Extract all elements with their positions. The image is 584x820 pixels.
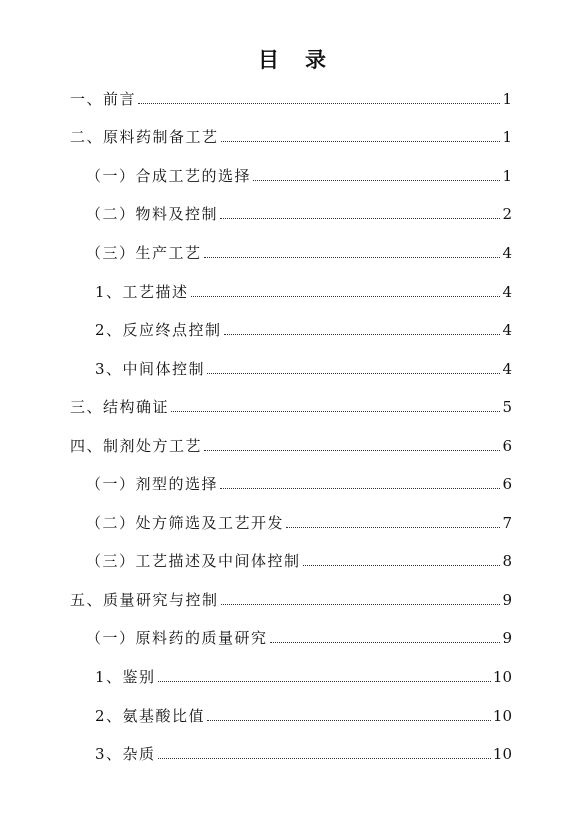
dot-leader bbox=[158, 758, 491, 759]
toc-entry-label: 四、制剂处方工艺 bbox=[70, 437, 203, 455]
dot-leader bbox=[191, 296, 501, 297]
toc-entry[interactable] bbox=[70, 121, 512, 147]
toc-entry-label: （二）处方筛选及工艺开发 bbox=[86, 514, 285, 532]
toc-entry-page: 1 bbox=[502, 128, 512, 146]
dot-leader bbox=[138, 103, 500, 104]
toc-entry-page: 10 bbox=[492, 745, 512, 763]
toc-entry-label: 2、氨基酸比值 bbox=[95, 707, 206, 725]
dot-leader bbox=[303, 565, 501, 566]
toc-title-char-1: 目 bbox=[258, 47, 279, 72]
dot-leader bbox=[207, 373, 500, 374]
toc-entry-page: 1 bbox=[502, 90, 512, 108]
dot-leader bbox=[171, 411, 500, 412]
toc-entry-page: 2 bbox=[502, 205, 512, 223]
toc-entry[interactable] bbox=[86, 545, 512, 571]
dot-leader bbox=[220, 218, 500, 219]
toc-entry-page: 4 bbox=[502, 283, 512, 301]
dot-leader bbox=[221, 141, 501, 142]
toc-entry-page: 6 bbox=[502, 437, 512, 455]
toc-entry-label: 3、中间体控制 bbox=[95, 360, 206, 378]
toc-entry[interactable] bbox=[70, 83, 512, 109]
toc-title bbox=[0, 44, 584, 74]
toc-entry-page: 4 bbox=[502, 360, 512, 378]
toc-entry-label: 一、前言 bbox=[70, 90, 137, 108]
toc-entry-page: 9 bbox=[502, 629, 512, 647]
toc-entry-page: 10 bbox=[492, 668, 512, 686]
toc-entry-label: （一）原料药的质量研究 bbox=[86, 629, 268, 647]
toc-entry-label: （三）生产工艺 bbox=[86, 244, 202, 262]
toc-entry[interactable] bbox=[86, 622, 512, 648]
toc-entry[interactable] bbox=[86, 160, 512, 186]
toc-entry[interactable] bbox=[95, 353, 512, 379]
dot-leader bbox=[204, 450, 500, 451]
toc-entry[interactable] bbox=[70, 584, 512, 610]
toc-entry-label: （一）剂型的选择 bbox=[86, 475, 219, 493]
toc-entry-page: 1 bbox=[502, 167, 512, 185]
toc-entry-label: 三、结构确证 bbox=[70, 398, 170, 416]
toc-entry-label: （一）合成工艺的选择 bbox=[86, 167, 252, 185]
toc-entry-label: 1、鉴别 bbox=[95, 668, 156, 686]
toc-entry[interactable] bbox=[86, 507, 512, 533]
toc-entry[interactable] bbox=[70, 430, 512, 456]
toc-entry[interactable] bbox=[95, 738, 512, 764]
dot-leader bbox=[220, 488, 500, 489]
toc-entry[interactable] bbox=[95, 314, 512, 340]
toc-entry-page: 5 bbox=[502, 398, 512, 416]
toc-entry-page: 4 bbox=[502, 244, 512, 262]
dot-leader bbox=[207, 720, 491, 721]
toc-entry-page: 4 bbox=[502, 321, 512, 339]
toc-entry-label: （二）物料及控制 bbox=[86, 205, 219, 223]
dot-leader bbox=[158, 681, 491, 682]
toc-entry[interactable] bbox=[86, 198, 512, 224]
dot-leader bbox=[270, 642, 501, 643]
toc-entry-page: 7 bbox=[502, 514, 512, 532]
toc-entry[interactable] bbox=[95, 276, 512, 302]
toc-entry-page: 6 bbox=[502, 475, 512, 493]
toc-title-char-2: 录 bbox=[305, 47, 326, 72]
toc-entry[interactable] bbox=[95, 700, 512, 726]
toc-entry[interactable] bbox=[86, 237, 512, 263]
dot-leader bbox=[221, 604, 501, 605]
toc-entry-page: 10 bbox=[492, 707, 512, 725]
toc-entry[interactable] bbox=[70, 391, 512, 417]
toc-entry[interactable] bbox=[86, 468, 512, 494]
dot-leader bbox=[286, 527, 500, 528]
toc-entry-page: 9 bbox=[502, 591, 512, 609]
dot-leader bbox=[204, 257, 501, 258]
toc-entry-label: 二、原料药制备工艺 bbox=[70, 128, 219, 146]
toc-entry-label: 3、杂质 bbox=[95, 745, 156, 763]
toc-entry-label: 1、工艺描述 bbox=[95, 283, 189, 301]
toc-entry-label: 五、质量研究与控制 bbox=[70, 591, 219, 609]
toc-entry[interactable] bbox=[95, 661, 512, 687]
toc-entry-label: 2、反应终点控制 bbox=[95, 321, 222, 339]
dot-leader bbox=[253, 180, 500, 181]
dot-leader bbox=[224, 334, 501, 335]
toc-entry-page: 8 bbox=[502, 552, 512, 570]
toc-entry-label: （三）工艺描述及中间体控制 bbox=[86, 552, 301, 570]
